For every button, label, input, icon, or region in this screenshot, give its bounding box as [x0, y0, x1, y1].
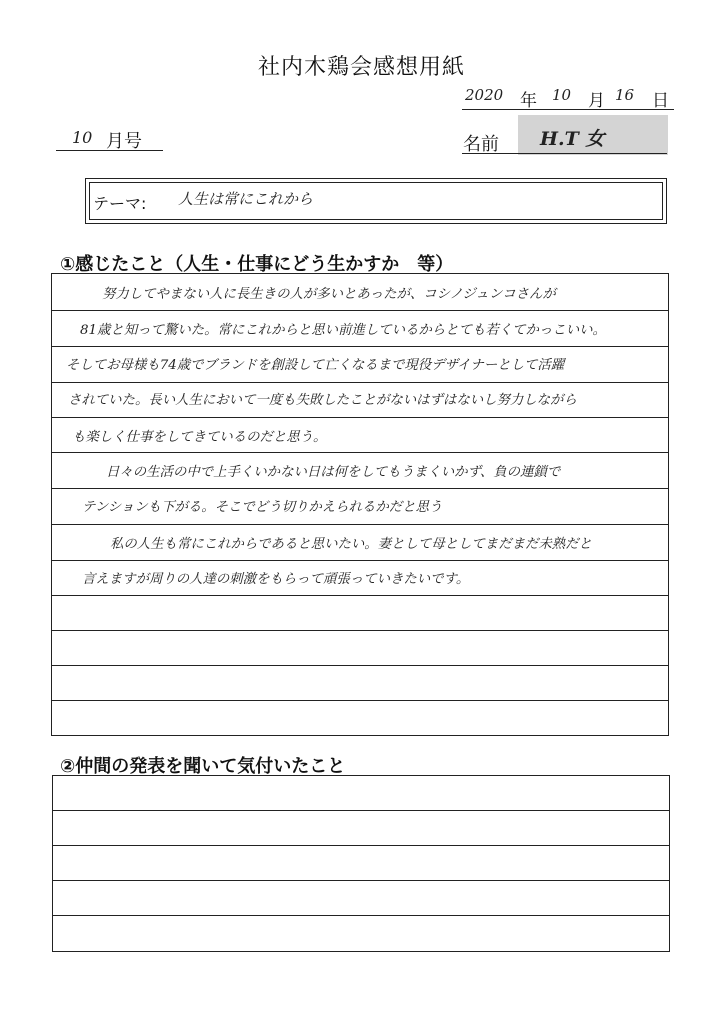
name-underline [462, 153, 667, 154]
handwritten-line: 私の人生も常にこれからであると思いたい。妻として母としてまだまだ未熟だと [110, 537, 592, 552]
issue-value: 10 [72, 128, 93, 147]
issue-label: 月号 [106, 131, 142, 152]
handwritten-line: 日々の生活の中で上手くいかない日は何をしてもうまくいかず、負の連鎖で [106, 465, 561, 480]
handwritten-line: 言えますが周りの人達の刺激をもらって頑張っていきたいです。 [82, 572, 470, 587]
handwritten-line: 81歳と知って驚いた。常にこれからと思い前進しているからとても若くてかっこいい。 [80, 323, 606, 338]
section1-heading: ①感じたこと（人生・仕事にどう生かすか 等） [60, 254, 454, 275]
ruled-line [52, 665, 668, 666]
date-year-value: 2020 [465, 86, 504, 104]
ruled-line [52, 346, 668, 347]
form-title: 社内木鶏会感想用紙 [257, 55, 465, 80]
date-day-value: 16 [615, 86, 635, 104]
issue-underline [56, 150, 163, 151]
section2-heading: ②仲間の発表を聞いて気付いたこと [60, 756, 346, 777]
ruled-line [53, 915, 669, 916]
ruled-line [52, 700, 668, 701]
ruled-line [52, 382, 668, 383]
handwritten-line: されていた。長い人生において一度も失敗したことがないはずはないし努力しながら [68, 393, 577, 408]
ruled-line [52, 452, 668, 453]
ruled-line [53, 880, 669, 881]
name-value: H.T 女 [540, 128, 605, 150]
handwritten-line: も楽しく仕事をしてきているのだと思う。 [72, 430, 327, 445]
date-underline [462, 108, 674, 110]
handwritten-line: 努力してやまない人に長生きの人が多いとあったが、コシノジュンコさんが [102, 287, 556, 302]
date-month-value: 10 [552, 86, 572, 104]
ruled-line [53, 845, 669, 846]
ruled-line [53, 810, 669, 811]
handwritten-line: テンションも下がる。そこでどう切りかえられるかだと思う [82, 500, 443, 515]
theme-label: テーマ: [93, 194, 147, 213]
theme-value: 人生は常にこれから [178, 190, 314, 208]
section2-writing-box [52, 775, 670, 952]
ruled-line [52, 560, 668, 561]
ruled-line [52, 595, 668, 596]
ruled-line [52, 417, 668, 418]
ruled-line [52, 524, 668, 525]
handwritten-line: そしてお母様も74歳でブランドを創設して亡くなるまで現役デザイナーとして活躍 [66, 358, 565, 373]
ruled-line [52, 488, 668, 489]
name-label: 名前 [463, 134, 499, 155]
date-day-label: 日 [652, 91, 669, 111]
theme-box-inner [89, 182, 663, 220]
date-month-label: 月 [588, 91, 605, 111]
date-year-label: 年 [520, 91, 537, 111]
ruled-line [52, 310, 668, 311]
ruled-line [52, 630, 668, 631]
